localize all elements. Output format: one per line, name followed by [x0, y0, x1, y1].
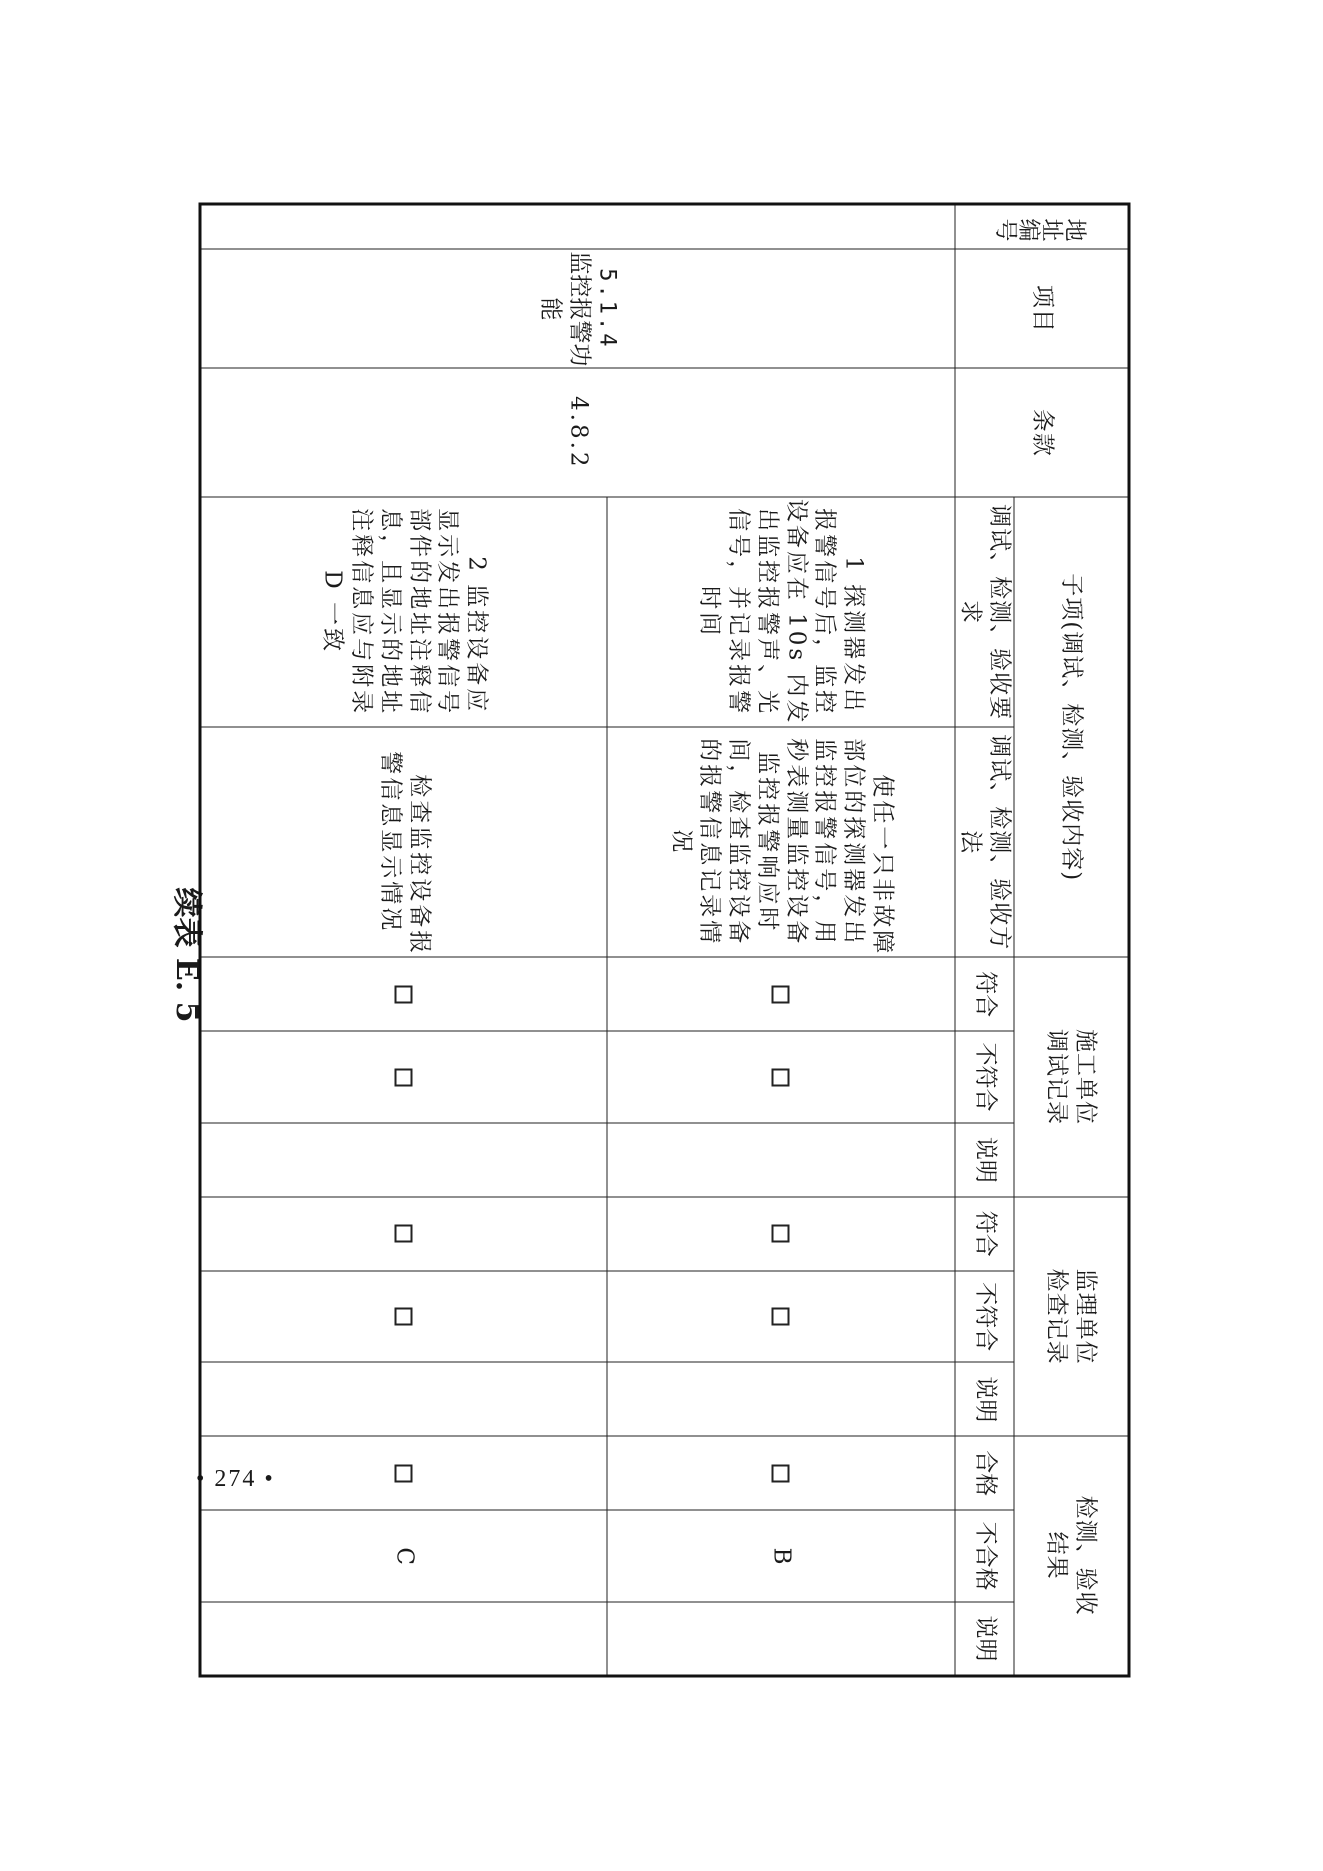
header-supervision-nonconform: 不符合 — [955, 1270, 1014, 1362]
supervision-conform-cell — [200, 1196, 607, 1270]
construction-nonconform-cell — [607, 1031, 955, 1123]
construction-conform-cell — [607, 957, 955, 1031]
header-project: 项目 — [955, 249, 1129, 368]
method-cell: 使任一只非故障部位的探测器发出监控报警信号，用秒表测量监控设备监控报警响应时间，检查监控设备的报警信息记录情况 — [607, 727, 955, 957]
page-number: • 274 • — [196, 1466, 275, 1492]
inspection-grade-cell: B — [607, 1510, 955, 1602]
clause-cell: 4.8.2 — [200, 368, 955, 497]
project-number: 5.1.4 — [594, 267, 620, 349]
construction-conform-checkbox[interactable] — [394, 985, 412, 1003]
supervision-conform-checkbox[interactable] — [394, 1224, 412, 1242]
table-caption: 续表 E. 5 — [169, 887, 204, 1023]
supervision-nonconform-cell — [607, 1270, 955, 1362]
project-name: 监控报警功能 — [537, 250, 592, 366]
construction-nonconform-cell — [200, 1031, 607, 1123]
construction-conform-checkbox[interactable] — [771, 985, 789, 1003]
address-cell — [200, 204, 955, 249]
requirement-cell: 2 监控设备应显示发出报警信号部件的地址注释信息，且显示的地址注释信息应与附录 D 一致 — [200, 497, 607, 727]
header-construction-note: 说明 — [955, 1122, 1014, 1196]
supervision-conform-checkbox[interactable] — [771, 1224, 789, 1242]
method-cell: 检查监控设备报警信息显示情况 — [200, 727, 607, 957]
requirement-cell: 1 探测器发出报警信号后，监控设备应在 10s 内发出监控报警声、光信号，并记录报警时间 — [607, 497, 955, 727]
header-row-top — [1014, 204, 1129, 1676]
construction-note-cell — [200, 1122, 607, 1196]
inspection-qualified-cell — [607, 1436, 955, 1510]
supervision-nonconform-cell — [200, 1270, 607, 1362]
rotated-table-wrapper — [222, 202, 1130, 1677]
header-address-no: 地址编号 — [955, 204, 1129, 249]
supervision-conform-cell — [607, 1196, 955, 1270]
header-construction-conform: 符合 — [955, 957, 1014, 1031]
header-supervision: 监理单位检查记录 — [1014, 1196, 1129, 1436]
inspection-note-cell — [607, 1602, 955, 1676]
inspection-qualified-checkbox[interactable] — [771, 1464, 789, 1482]
project-cell — [200, 249, 955, 368]
header-construction: 施工单位调试记录 — [1014, 957, 1129, 1197]
header-clause: 条款 — [955, 368, 1129, 497]
supervision-note-cell — [200, 1362, 607, 1436]
header-construction-nonconform: 不符合 — [955, 1031, 1014, 1123]
inspection-table — [199, 202, 1131, 1677]
construction-note-cell — [607, 1122, 955, 1196]
construction-conform-cell — [200, 957, 607, 1031]
inspection-qualified-checkbox[interactable] — [394, 1464, 412, 1482]
supervision-note-cell — [607, 1362, 955, 1436]
header-requirement: 调试、检测、验收要求 — [955, 497, 1014, 727]
header-method: 调试、检测、验收方法 — [955, 727, 1014, 957]
header-inspection-unqualified: 不合格 — [955, 1510, 1014, 1602]
supervision-nonconform-checkbox[interactable] — [394, 1307, 412, 1325]
header-inspection: 检测、验收结果 — [1014, 1436, 1129, 1676]
inspection-grade-cell: C — [200, 1510, 607, 1602]
table-row — [607, 204, 955, 1676]
header-supervision-conform: 符合 — [955, 1196, 1014, 1270]
supervision-nonconform-checkbox[interactable] — [771, 1307, 789, 1325]
header-inspection-note: 说明 — [955, 1602, 1014, 1676]
inspection-note-cell — [200, 1602, 607, 1676]
header-subitem: 子项(调试、检测、验收内容) — [1014, 497, 1129, 957]
header-supervision-note: 说明 — [955, 1362, 1014, 1436]
construction-nonconform-checkbox[interactable] — [394, 1068, 412, 1086]
header-inspection-qualified: 合格 — [955, 1436, 1014, 1510]
construction-nonconform-checkbox[interactable] — [771, 1068, 789, 1086]
inspection-qualified-cell — [200, 1436, 607, 1510]
